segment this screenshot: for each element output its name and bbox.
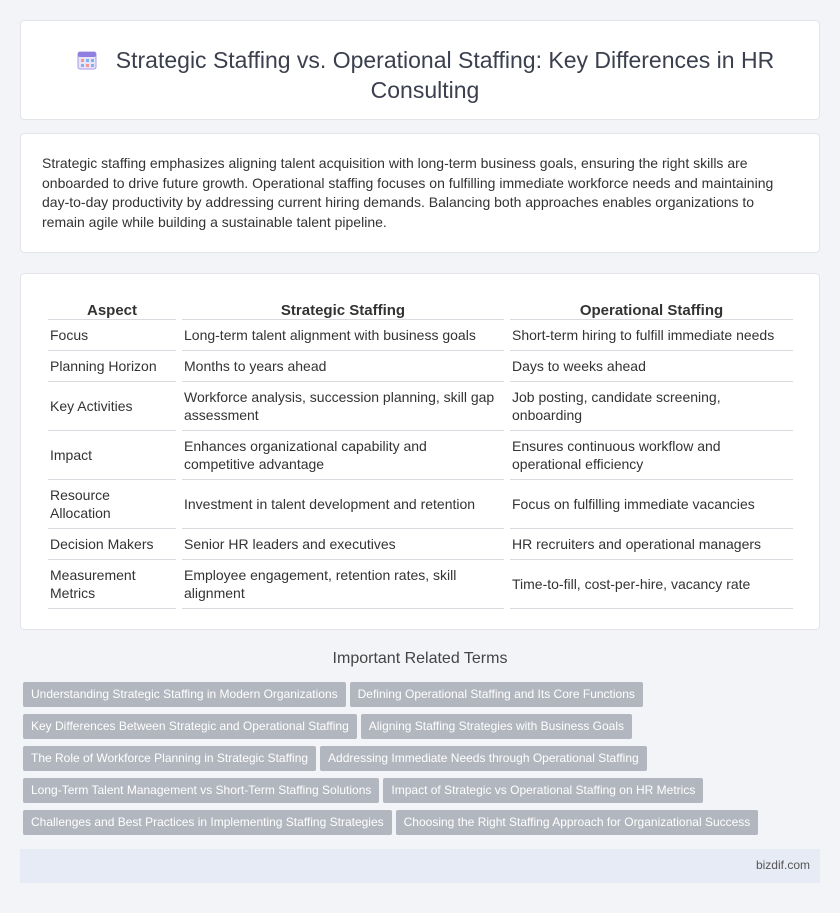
- row-aspect: Measurement Metrics: [48, 560, 176, 609]
- related-term-tag[interactable]: Aligning Staffing Strategies with Business Goals: [361, 714, 632, 739]
- calendar-icon: [76, 49, 98, 71]
- related-term-tag[interactable]: Understanding Strategic Staffing in Modern Organizations: [23, 682, 346, 707]
- row-operational: Focus on fulfilling immediate vacancies: [510, 480, 793, 529]
- row-aspect: Resource Allocation: [48, 480, 176, 529]
- row-operational: Ensures continuous workflow and operational efficiency: [510, 431, 793, 480]
- header-strategic: Strategic Staffing: [182, 294, 504, 320]
- comparison-table: [42, 294, 799, 609]
- row-operational: Days to weeks ahead: [510, 351, 793, 382]
- row-operational: Time-to-fill, cost-per-hire, vacancy rate: [510, 560, 793, 609]
- related-term-tag[interactable]: Challenges and Best Practices in Implementing Staffing Strategies: [23, 810, 392, 835]
- related-terms-title: Important Related Terms: [332, 650, 508, 667]
- comparison-card: [20, 273, 820, 630]
- row-aspect: Decision Makers: [48, 529, 176, 560]
- table-row: [48, 560, 793, 609]
- related-term-tag[interactable]: Defining Operational Staffing and Its Core Functions: [350, 682, 643, 707]
- row-strategic: Senior HR leaders and executives: [182, 529, 504, 560]
- row-aspect: Impact: [48, 431, 176, 480]
- table-row: [48, 320, 793, 351]
- row-strategic: Months to years ahead: [182, 351, 504, 382]
- row-aspect: Key Activities: [48, 382, 176, 431]
- row-operational: Short-term hiring to fulfill immediate needs: [510, 320, 793, 351]
- related-term-tag[interactable]: Choosing the Right Staffing Approach for Organizational Success: [396, 810, 759, 835]
- related-term-tag[interactable]: Addressing Immediate Needs through Operational Staffing: [320, 746, 647, 771]
- header-aspect: Aspect: [48, 294, 176, 320]
- related-terms-list: [23, 682, 813, 842]
- row-strategic: Employee engagement, retention rates, skill alignment: [182, 560, 504, 609]
- related-term-tag[interactable]: The Role of Workforce Planning in Strategic Staffing: [23, 746, 316, 771]
- row-aspect: Planning Horizon: [48, 351, 176, 382]
- page-title: [61, 45, 789, 105]
- row-operational: Job posting, candidate screening, onboarding: [510, 382, 793, 431]
- related-term-tag[interactable]: Long-Term Talent Management vs Short-Term Staffing Solutions: [23, 778, 379, 803]
- row-operational: HR recruiters and operational managers: [510, 529, 793, 560]
- related-term-tag[interactable]: Key Differences Between Strategic and Operational Staffing: [23, 714, 357, 739]
- table-row: [48, 480, 793, 529]
- table-row: [48, 382, 793, 431]
- footer: [20, 849, 820, 883]
- intro-card: [20, 133, 820, 253]
- row-aspect: Focus: [48, 320, 176, 351]
- header-card: [20, 20, 820, 120]
- table-row: [48, 351, 793, 382]
- table-row: [48, 529, 793, 560]
- table-row: [48, 431, 793, 480]
- row-strategic: Workforce analysis, succession planning, skill gap assessment: [182, 382, 504, 431]
- header-operational: Operational Staffing: [510, 294, 793, 320]
- row-strategic: Enhances organizational capability and competitive advantage: [182, 431, 504, 480]
- related-term-tag[interactable]: Impact of Strategic vs Operational Staffing on HR Metrics: [383, 778, 703, 803]
- page-title-text: Strategic Staffing vs. Operational Staffing: Key Differences in HR Consulting: [115, 47, 775, 103]
- row-strategic: Long-term talent alignment with business goals: [182, 320, 504, 351]
- footer-site-link[interactable]: bizdif.com: [755, 858, 810, 872]
- table-header-row: [48, 294, 793, 320]
- intro-text: Strategic staffing emphasizes aligning talent acquisition with long-term business goals, ensuring the right skills are onboarded to drive future growth. Operational staffing focuses on fulfilling immediate workforce needs and maintaining day-to-day productivity by addressing current hiring demands. Balancing both approaches enables organizations to remain agile while building a sustainable talent pipeline.: [42, 155, 774, 230]
- row-strategic: Investment in talent development and retention: [182, 480, 504, 529]
